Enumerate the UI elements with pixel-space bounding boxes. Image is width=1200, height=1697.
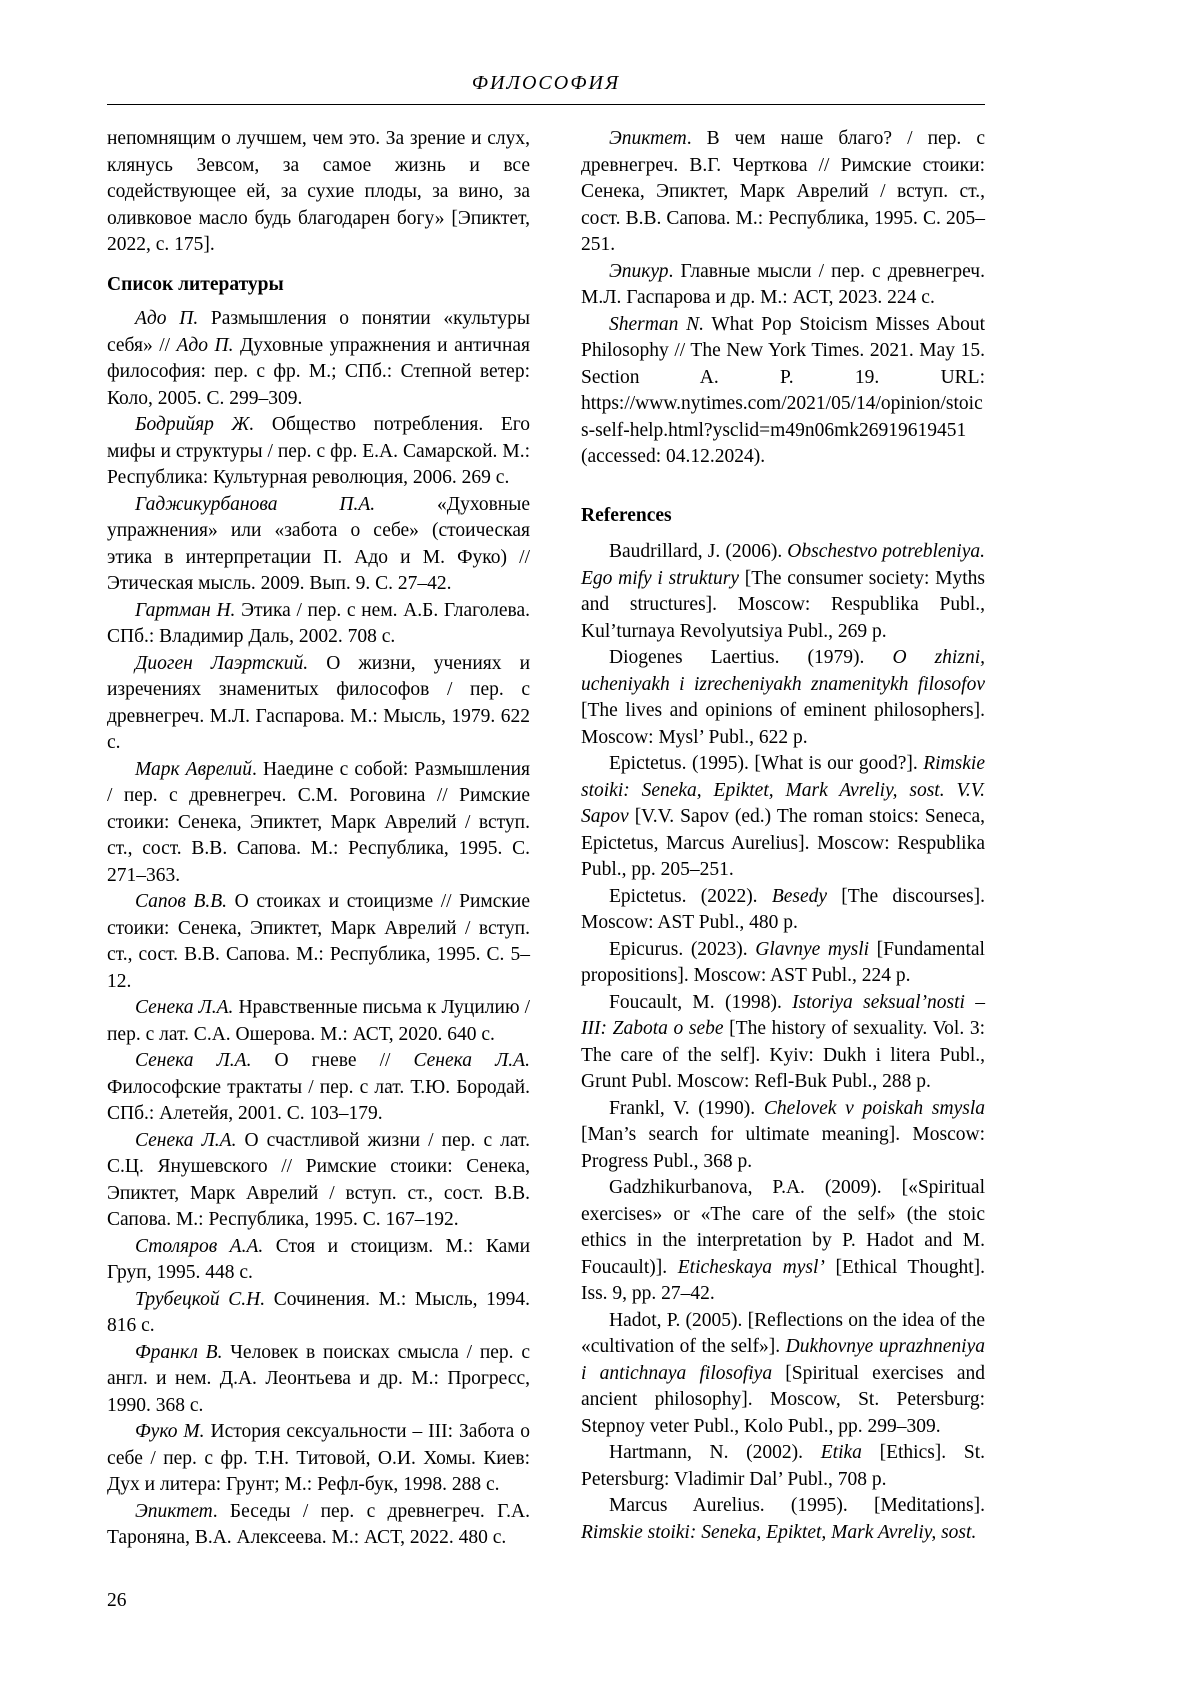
entry-text: Человек в поисках смысла / пер. с англ. и нем. Д.А. Леонтьева и др. М.: Прогресс, 1990. 368 с.: [107, 1341, 530, 1416]
entry-italic-text: Сенека Л.А.: [135, 997, 234, 1018]
entry-text: Marcus Aurelius. (1995). [Meditations].: [609, 1495, 985, 1516]
entry-text: Hadot, P. (2005). [Reflections on the idea of the «cultivation of the self»].: [581, 1309, 985, 1357]
entry-text: «Духовные упражнения» или «забота о себе» (стоическая этика в интерпретации П. Адо и М. Фуко) // Этическая мысль. 2009. Вып. 9. С. 27–42.: [107, 493, 530, 594]
bibliography-entry: [107, 1340, 530, 1420]
page-number: 26: [107, 1590, 127, 1611]
bibliography-entry: [107, 1499, 530, 1552]
entry-italic-text: Rimskie stoiki: Seneka, Epiktet, Mark Avreliy, sost. V.V. Sapov: [581, 753, 985, 827]
running-head: ФИЛОСОФИЯ: [471, 72, 621, 94]
entry-text: Общество потребления. Его мифы и структуры / пер. с фр. Е.А. Самарской. М.: Республика: Культурная революция, 2006. 269 с.: [107, 414, 530, 488]
entry-italic-text: Eticheskaya mysl’: [677, 1256, 825, 1278]
entry-text: Foucault, M. (1998).: [609, 991, 793, 1013]
bibliography-heading: Список литературы: [107, 273, 284, 295]
entry-text: [Spiritual exercises and ancient philosophy]. Moscow, St. Petersburg: Stepnoy veter Publ., Kolo Publ., pp. 299–309.: [581, 1362, 985, 1437]
text-columns: [107, 126, 985, 1552]
entry-text: О гневе //: [251, 1050, 414, 1071]
bibliography-list-right: [581, 126, 985, 471]
entry-text: [The consumer society: Myths and structures]. Moscow: Respublika Publ., Kul’turnaya Revolyutsiya Publ., 269 p.: [581, 567, 985, 642]
references-heading: References: [581, 504, 672, 526]
entry-italic-text: Dukhovnye uprazhneniya i antichnaya filosofiya: [581, 1336, 985, 1384]
bibliography-list-left: [107, 306, 530, 1552]
entry-italic-text: Марк Аврелий: [135, 758, 252, 780]
entry-text: Epictetus. (1995). [What is our good?].: [609, 753, 924, 774]
entry-text: Epictetus. (2022).: [609, 885, 772, 907]
entry-text: [Ethics]. St. Petersburg: Vladimir Dal’ Publ., 708 p.: [581, 1442, 985, 1490]
reference-entry: [581, 1308, 985, 1441]
reference-entry: [581, 884, 985, 937]
entry-text: Размышления о понятии «культуры себя» //: [107, 308, 530, 356]
entry-italic-text: O zhizni, ucheniyakh i izrecheniyakh znamenitykh filosofov: [581, 647, 985, 695]
reference-entry: [581, 1096, 985, 1176]
entry-italic-text: Гартман Н.: [135, 599, 236, 621]
entry-italic-text: Франкл В.: [135, 1341, 223, 1363]
entry-text: What Pop Stoicism Misses About Philosophy // The New York Times. 2021. May 15. Section A. P. 19. URL: https://www.nytimes.com/2021/05/14/opinion/stoics-self-help.html?ysclid=m49n06mk26919619451 (accessed: 04.12.2024).: [581, 313, 985, 467]
entry-italic-text: Эпиктет: [609, 128, 687, 149]
entry-text: [Man’s search for ultimate meaning]. Moscow: Progress Publ., 368 p.: [581, 1124, 985, 1172]
entry-text: О стоиках и стоицизме // Римские стоики: Сенека, Эпиктет, Марк Аврелий / вступ. ст., сост. В.В. Сапова. М.: Республика, 1995. С. 5–12.: [107, 891, 530, 992]
header-rule: [107, 104, 985, 105]
column-left: [107, 126, 530, 1552]
entry-text: Духовные упражнения и античная философия: пер. с фр. М.; СПб.: Степной ветер: Коло, 2005. С. 299–309.: [107, 334, 530, 409]
bibliography-entry: [107, 995, 530, 1048]
bibliography-entry: [107, 412, 530, 492]
entry-text: История сексуальности – III: Забота о себе / пер. с фр. Т.Н. Титовой, О.И. Хомы. Киев: Дух и литера: Грунт; М.: Рефл-бук, 1998. 288 с.: [107, 1421, 530, 1495]
entry-italic-text: Chelovek v poiskah smysla: [763, 1097, 985, 1119]
entry-italic-text: Besedy: [771, 885, 828, 907]
entry-italic-text: Сенека Л.А.: [135, 1050, 252, 1071]
entry-text: О жизни, учениях и изречениях знаменитых философов / пер. с древнегреч. М.Л. Гаспарова. М.: Мысль, 1979. 622 с.: [107, 652, 530, 753]
entry-italic-text: Сенека Л.А.: [413, 1050, 530, 1071]
entry-italic-text: Сенека Л.А.: [135, 1129, 237, 1151]
reference-entry: [581, 1175, 985, 1308]
entry-text: [Fundamental propositions]. Moscow: AST Publ., 224 p.: [581, 938, 985, 986]
entry-text: Baudrillard, J. (2006).: [609, 541, 788, 562]
entry-text: [Ethical Thought]. Iss. 9, pp. 27–42.: [581, 1256, 985, 1304]
entry-italic-text: Сапов В.В.: [135, 891, 228, 912]
bibliography-entry: [107, 1128, 530, 1234]
bibliography-entry: [581, 259, 985, 312]
entry-italic-text: Бодрийяр Ж.: [135, 414, 255, 435]
entry-italic-text: Эпиктет: [135, 1500, 213, 1522]
entry-text: О счастливой жизни / пер. с лат. С.Ц. Янушевского // Римские стоики: Сенека, Эпиктет, Марк Аврелий / вступ. ст., сост. В.В. Сапова. М.: Республика, 1995. С. 167–192.: [107, 1129, 530, 1230]
entry-text: Frankl, V. (1990).: [609, 1097, 764, 1119]
bibliography-entry: [107, 1048, 530, 1128]
entry-text: [V.V. Sapov (ed.) The roman stoics: Seneca, Epictetus, Marcus Aurelius]. Moscow: Respublika Publ., pp. 205–251.: [581, 806, 985, 880]
entry-italic-text: Istoriya seksual’nosti – III: Zabota o sebe: [581, 991, 985, 1039]
bibliography-entry: [581, 126, 985, 259]
entry-text: . Наедине с собой: Размышления / пер. с древнегреч. С.М. Роговина // Римские стоики: Сенека, Эпиктет, Марк Аврелий / вступ. ст., сост. В.В. Сапова. М.: Республика, 1995. С. 271–363.: [107, 758, 530, 886]
bibliography-entry: [107, 306, 530, 412]
bibliography-entry: [107, 492, 530, 598]
entry-text: [The lives and opinions of eminent philosophers]. Moscow: Mysl’ Publ., 622 p.: [581, 700, 985, 748]
column-right: [581, 126, 985, 1546]
entry-text: Стоя и стоицизм. М.: Ками Груп, 1995. 448 с.: [107, 1235, 531, 1283]
entry-italic-text: Obschestvo potrebleniya. Ego mify i struktury: [581, 541, 985, 589]
reference-entry: [581, 1440, 985, 1493]
bibliography-entry: [107, 651, 530, 757]
entry-italic-text: Etika: [820, 1442, 862, 1463]
reference-entry: [581, 645, 985, 751]
reference-entry: [581, 1493, 985, 1546]
entry-text: Сочинения. М.: Мысль, 1994. 816 с.: [107, 1288, 531, 1336]
bibliography-entry: [581, 312, 985, 471]
entry-text: Hartmann, N. (2002).: [609, 1442, 821, 1463]
entry-text: Этика / пер. с нем. А.Б. Глаголева. СПб.: Владимир Даль, 2002. 708 с.: [107, 599, 530, 647]
entry-text: Diogenes Laertius. (1979).: [609, 647, 893, 668]
bibliography-entry: [107, 598, 530, 651]
entry-italic-text: Sherman N.: [609, 313, 704, 335]
entry-text: Epicurus. (2023).: [609, 938, 756, 960]
entry-italic-text: Адо П.: [176, 334, 234, 356]
entry-italic-text: Фуко М.: [135, 1421, 205, 1442]
entry-text: Нравственные письма к Луцилию / пер. с лат. С.А. Ошерова. М.: АСТ, 2020. 640 с.: [107, 997, 530, 1045]
references-list: [581, 539, 985, 1546]
entry-italic-text: Glavnye mysli: [755, 938, 870, 960]
entry-italic-text: Диоген Лаэртский.: [135, 652, 309, 674]
reference-entry: [581, 937, 985, 990]
entry-text: Gadzhikurbanova, P.A. (2009). [«Spiritual exercises» or «The care of the self» (the stoic ethics in the interpretation by P. Hadot and M. Foucault)].: [581, 1177, 985, 1278]
bibliography-entry: [107, 1287, 530, 1340]
entry-italic-text: Столяров А.А.: [135, 1235, 264, 1257]
entry-italic-text: Гаджикурбанова П.А.: [135, 493, 376, 515]
entry-italic-text: Rimskie stoiki: Seneka, Epiktet, Mark Avreliy, sost.: [581, 1521, 977, 1543]
entry-italic-text: Адо П.: [135, 308, 199, 329]
bibliography-entry: [107, 1234, 530, 1287]
entry-text: [The discourses]. Moscow: AST Publ., 480 p.: [581, 885, 985, 933]
entry-text: [The history of sexuality. Vol. 3: The care of the self]. Kyiv: Dukh i litera Publ., Grunt Publ. Moscow: Refl-Buk Publ., 288 p.: [581, 1018, 985, 1092]
entry-italic-text: Трубецкой С.Н.: [135, 1288, 266, 1310]
entry-text: . В чем наше благо? / пер. с древнегреч. В.Г. Черткова // Римские стоики: Сенека, Эпиктет, Марк Аврелий / вступ. ст., сост. В.В. Сапова. М.: Республика, 1995. С. 205–251.: [581, 128, 985, 255]
bibliography-entry: [107, 757, 530, 890]
reference-entry: [581, 751, 985, 884]
body-paragraph-continuation: непомнящим о лучшем, чем это. За зрение и слух, клянусь Зевсом, за самое жизнь и все содействующее ей, за сухие плоды, за вино, за оливковое масло будь благодарен богу» [Эпиктет, 2022, с. 175].: [107, 128, 530, 255]
bibliography-entry: [107, 1419, 530, 1499]
entry-text: . Главные мысли / пер. с древнегреч. М.Л. Гаспарова и др. М.: АСТ, 2023. 224 с.: [581, 260, 985, 308]
entry-italic-text: Эпикур: [609, 260, 669, 282]
entry-text: . Беседы / пер. с древнегреч. Г.А. Тароняна, В.А. Алексеева. М.: АСТ, 2022. 480 с.: [107, 1500, 530, 1548]
bibliography-entry: [107, 889, 530, 995]
entry-text: Философские трактаты / пер. с лат. Т.Ю. Бородай. СПб.: Алетейя, 2001. С. 103–179.: [107, 1076, 530, 1124]
reference-entry: [581, 990, 985, 1096]
reference-entry: [581, 539, 985, 645]
